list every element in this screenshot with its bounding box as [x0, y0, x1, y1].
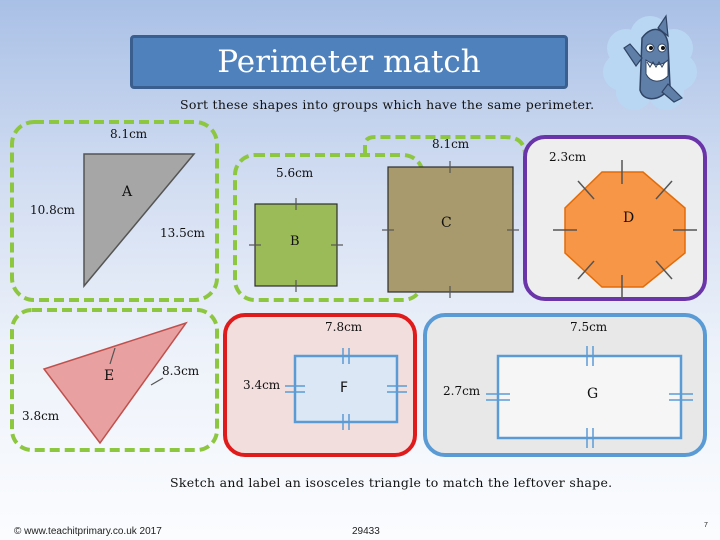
- letter-c: C: [441, 215, 452, 231]
- label-a-hyp: 13.5cm: [160, 226, 205, 240]
- label-e-long: 8.3cm: [162, 364, 200, 378]
- letter-e: E: [104, 368, 115, 384]
- label-g-length: 7.5cm: [570, 320, 608, 334]
- letter-f: F: [340, 380, 349, 396]
- letter-g: G: [587, 386, 599, 402]
- letter-b: B: [290, 234, 300, 249]
- copyright-text: © www.teachitprimary.co.uk 2017: [14, 526, 162, 537]
- label-b-side: 5.6cm: [276, 166, 314, 180]
- triangle-a: [84, 154, 194, 286]
- label-d-side: 2.3cm: [549, 150, 587, 164]
- instruction-text: Sort these shapes into groups which have the same perimeter.: [180, 97, 595, 112]
- letter-d: D: [623, 210, 635, 226]
- label-c-side: 8.1cm: [432, 137, 470, 151]
- label-f-length: 7.8cm: [325, 320, 363, 334]
- octagon-d: [565, 172, 685, 287]
- page-title: Perimeter match: [130, 35, 568, 89]
- resource-code: 29433: [352, 526, 380, 537]
- triangle-e: [44, 323, 186, 443]
- label-a-top: 8.1cm: [110, 127, 148, 141]
- label-f-width: 3.4cm: [243, 378, 281, 392]
- label-g-width: 2.7cm: [443, 384, 481, 398]
- task-text: Sketch and label an isosceles triangle to match the leftover shape.: [170, 475, 613, 490]
- label-e-short: 3.8cm: [22, 409, 60, 423]
- page-number: 7: [704, 522, 708, 529]
- letter-a: A: [122, 184, 133, 200]
- label-a-left: 10.8cm: [30, 203, 75, 217]
